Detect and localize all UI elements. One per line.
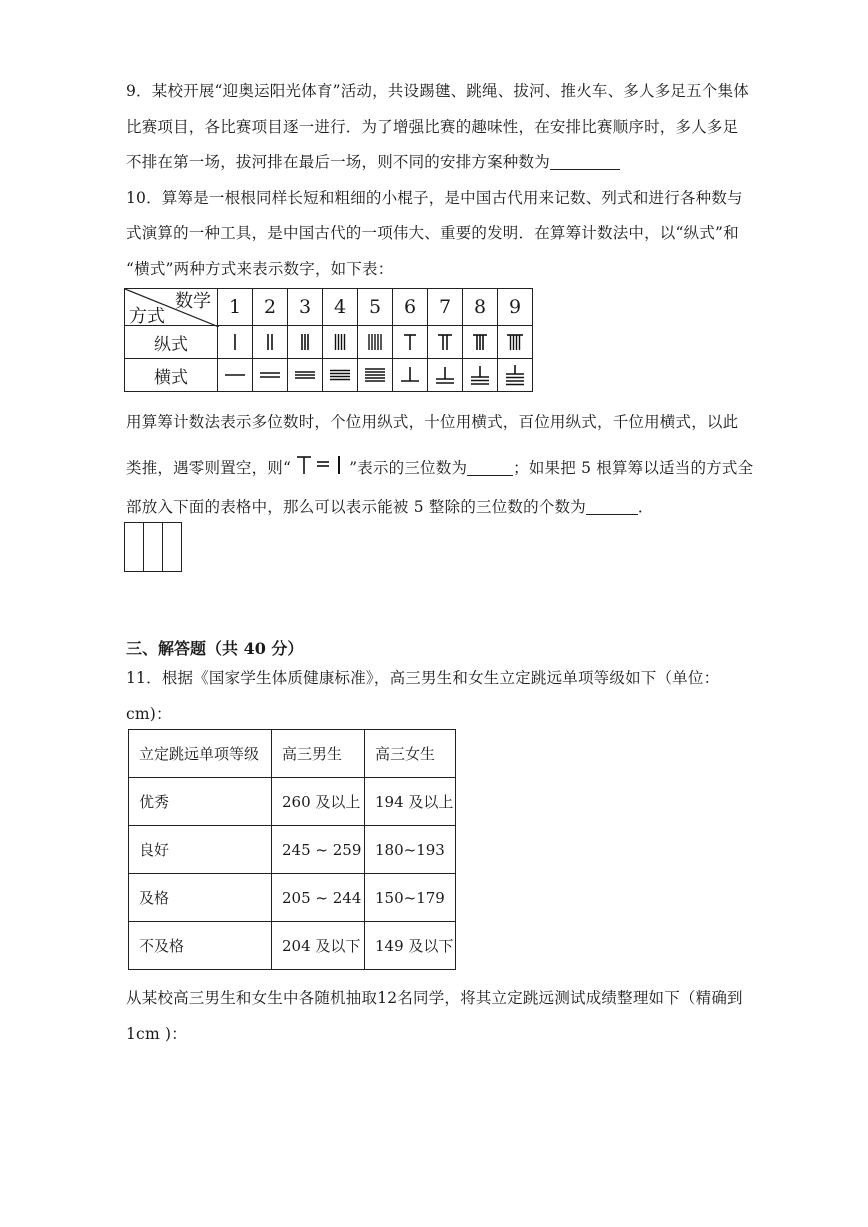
rod-horizontal-9-icon	[502, 364, 528, 386]
long-jump-grade-table	[128, 729, 456, 970]
rod-vertical-9-icon	[503, 331, 527, 353]
q10-answer-blank-2	[586, 499, 638, 516]
rod-vertical-5-icon	[363, 331, 387, 353]
q10-line-6	[126, 495, 654, 517]
rod-horizontal-5-icon	[362, 364, 388, 386]
table-cell: 及格	[129, 874, 272, 922]
digit-cell: 4	[323, 289, 358, 326]
table-row	[129, 778, 456, 826]
table-row	[129, 826, 456, 874]
table-cell: 不及格	[129, 922, 272, 970]
rods-horizontal-row	[125, 359, 533, 392]
header-cell: 高三男生	[272, 730, 365, 778]
diag-header-top: 数学	[175, 291, 211, 312]
table-cell: 205 ~ 244	[272, 874, 365, 922]
rod-horizontal-6-icon	[397, 364, 423, 386]
table-cell: 优秀	[129, 778, 272, 826]
table-cell: 260 及以上	[272, 778, 365, 826]
digit-cell: 7	[428, 289, 463, 326]
rod-horizontal-1-icon	[222, 364, 248, 386]
rod-vertical-8-icon	[468, 331, 492, 353]
q10-line-4: 用算筹计数法表示多位数时，个位用纵式，十位用横式，百位用纵式，千位用横式，以此	[126, 413, 739, 431]
rod-vertical-6-icon	[398, 331, 422, 353]
rod-horizontal-3-icon	[292, 364, 318, 386]
rods-header-row	[125, 289, 533, 326]
rod-vertical-7-icon	[433, 331, 457, 353]
table-cell: 204 及以下	[272, 922, 365, 970]
digit-cell: 5	[358, 289, 393, 326]
table-cell: 良好	[129, 826, 272, 874]
q11-line-2: cm)：	[126, 705, 172, 723]
table-header-row	[129, 730, 456, 778]
table-row	[129, 874, 456, 922]
digit-cell: 6	[393, 289, 428, 326]
empty-three-cell-grid	[124, 522, 182, 572]
q9-line-3	[126, 150, 620, 172]
rod-numeral-icon	[293, 453, 347, 477]
rod-horizontal-8-icon	[467, 364, 493, 386]
q10-line-2: 式演算的一种工具，是中国古代的一项伟大、重要的发明．在算筹计数法中，以“纵式”和	[126, 224, 739, 242]
table-cell: 245 ~ 259	[272, 826, 365, 874]
table-cell: 194 及以上	[365, 778, 456, 826]
q10-line-1: 10．算筹是一根根同样长短和粗细的小棍子，是中国古代用来记数、列式和进行各种数与	[126, 189, 743, 207]
rod-vertical-3-icon	[293, 331, 317, 353]
header-cell: 立定跳远单项等级	[129, 730, 272, 778]
q10-line-5-c: ；如果把 5 根算筹以适当的方式全	[513, 459, 754, 477]
q11-line-4: 1cm )：	[126, 1025, 187, 1043]
row-label-horizontal: 横式	[125, 359, 218, 392]
table-cell: 180~193	[365, 826, 456, 874]
section-3-title: 三、解答题（共 40 分）	[126, 639, 304, 658]
q9-answer-blank	[550, 154, 620, 171]
digit-cell: 2	[253, 289, 288, 326]
digit-cell: 9	[498, 289, 533, 326]
grid-cell	[163, 523, 181, 571]
rod-horizontal-4-icon	[327, 364, 353, 386]
q10-answer-blank-1	[467, 460, 513, 477]
q10-line-5-a: 类推，遇零则置空，则“	[126, 459, 292, 477]
table-row	[129, 922, 456, 970]
q10-line-6-end: ．	[637, 498, 654, 516]
rod-vertical-2-icon	[258, 331, 282, 353]
grid-cell	[125, 523, 144, 571]
digit-cell: 8	[463, 289, 498, 326]
q9-line-3-text: 不排在第一场，拔河排在最后一场，则不同的安排方案种数为	[126, 153, 550, 171]
q9-line-2: 比赛项目，各比赛项目逐一进行．为了增强比赛的趣味性，在安排比赛顺序时，多人多足	[126, 118, 739, 136]
rod-horizontal-2-icon	[257, 364, 283, 386]
q10-line-6-text: 部放入下面的表格中，那么可以表示能被 5 整除的三位数的个数为	[126, 498, 586, 516]
rod-vertical-4-icon	[328, 331, 352, 353]
rod-horizontal-7-icon	[432, 364, 458, 386]
digit-cell: 1	[218, 289, 253, 326]
q11-line-3: 从某校高三男生和女生中各随机抽取12名同学，将其立定跳远测试成绩整理如下（精确到	[126, 989, 743, 1007]
q10-line-3: “横式”两种方式来表示数字，如下表：	[126, 260, 394, 278]
rods-diagonal-header	[125, 289, 218, 326]
q11-line-1: 11．根据《国家学生体质健康标准》，高三男生和女生立定跳远单项等级如下（单位：	[126, 669, 720, 687]
rod-vertical-1-icon	[223, 331, 247, 353]
diag-header-bottom: 方式	[129, 306, 165, 327]
table-cell: 150~179	[365, 874, 456, 922]
counting-rods-table	[124, 288, 533, 392]
rods-vertical-row	[125, 326, 533, 359]
grid-cell	[144, 523, 163, 571]
q10-line-5-b: ”表示的三位数为	[349, 459, 468, 477]
table-cell: 149 及以下	[365, 922, 456, 970]
q9-line-1: 9．某校开展“迎奥运阳光体育”活动，共设踢毽、跳绳、拔河、推火车、多人多足五个集体	[126, 82, 749, 100]
header-cell: 高三女生	[365, 730, 456, 778]
q10-line-5	[126, 453, 753, 478]
digit-cell: 3	[288, 289, 323, 326]
row-label-vertical: 纵式	[125, 326, 218, 359]
